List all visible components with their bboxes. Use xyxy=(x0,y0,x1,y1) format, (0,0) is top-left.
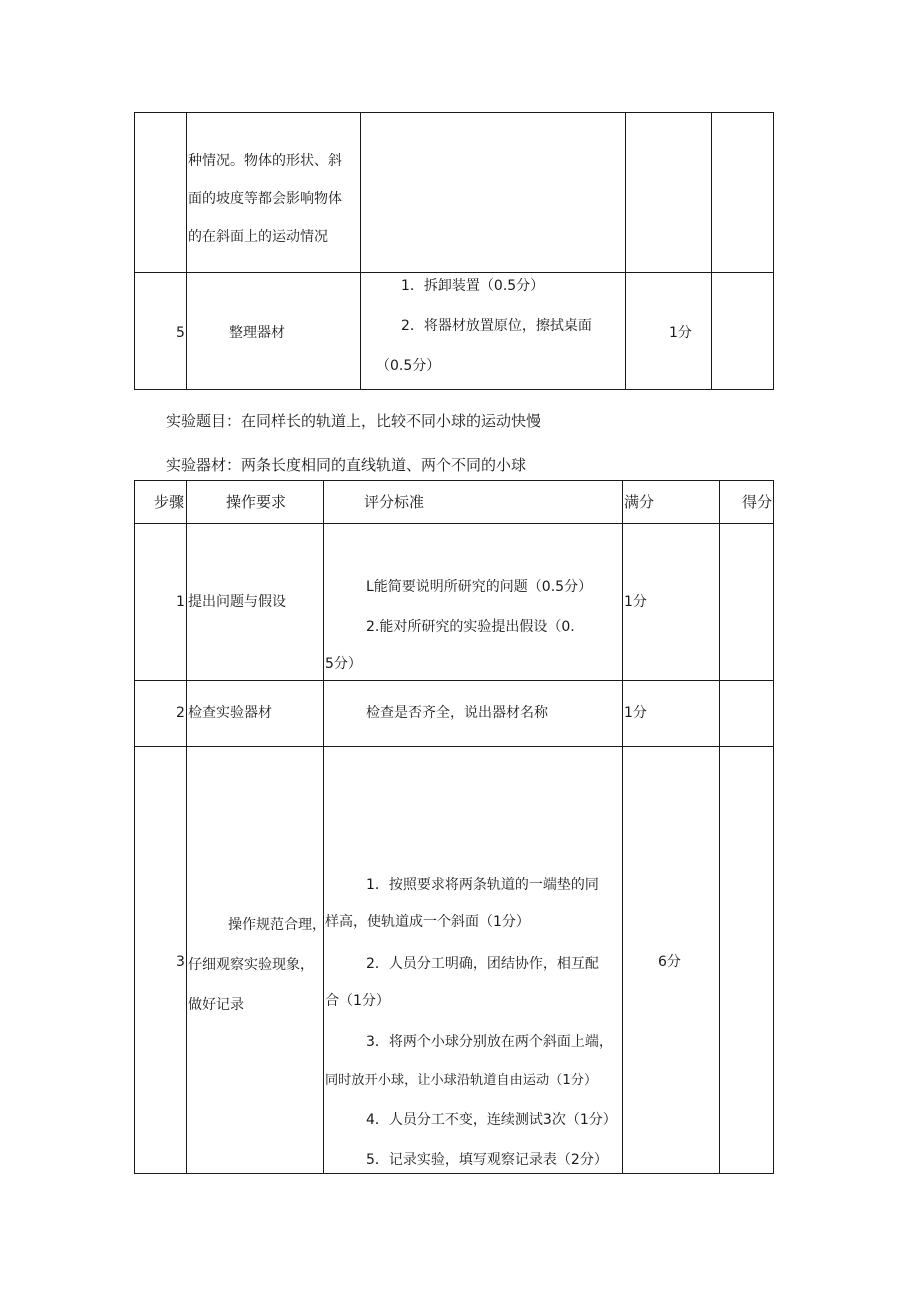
full-score: 1分 xyxy=(624,594,647,610)
criteria-line: 1．拆卸装置（0.5分） xyxy=(401,278,545,294)
header-criteria: 评分标准 xyxy=(364,493,425,511)
criteria-line: （0.5分） xyxy=(376,358,441,374)
criteria-line: 2.能对所研究的实验提出假设（0. xyxy=(366,619,575,635)
criteria-line: 2．人员分工明确，团结协作，相互配 xyxy=(366,956,599,972)
full-score: 1分 xyxy=(669,325,692,341)
criteria-line: 3．将两个小球分别放在两个斜面上端， xyxy=(366,1034,613,1050)
step-number: 1 xyxy=(176,594,185,610)
criteria-line: L能简要说明所研究的问题（0.5分） xyxy=(366,579,593,595)
step-number: 2 xyxy=(176,705,185,721)
criteria-line: 4．人员分工不变，连续测试3次（1分） xyxy=(366,1112,617,1128)
requirement-line: 面的坡度等都会影响物体 xyxy=(188,191,342,207)
criteria-line: 样高，使轨道成一个斜面（1分） xyxy=(325,914,530,930)
requirement-line: 操作规范合理， xyxy=(228,917,326,933)
requirement-line: 的在斜面上的运动情况 xyxy=(188,229,328,245)
header-score: 得分 xyxy=(742,493,773,511)
header-step: 步骤 xyxy=(154,493,185,511)
operation-requirement: 提出问题与假设 xyxy=(188,594,286,610)
operation-requirement: 整理器材 xyxy=(229,325,285,341)
criteria-line: 5分） xyxy=(325,656,362,672)
requirement-line: 做好记录 xyxy=(188,997,244,1013)
criteria-text: 检查是否齐全，说出器材名称 xyxy=(366,705,548,721)
header-full-score: 满分 xyxy=(624,493,655,511)
requirement-line: 种情况。物体的形状、斜 xyxy=(188,153,342,169)
experiment-materials: 实验器材：两条长度相同的直线轨道、两个不同的小球 xyxy=(166,456,527,474)
criteria-line: 5．记录实验，填写观察记录表（2分） xyxy=(366,1152,608,1168)
experiment-title: 实验题目：在同样长的轨道上，比较不同小球的运动快慢 xyxy=(166,412,542,430)
full-score: 6分 xyxy=(658,954,681,970)
criteria-line: 2．将器材放置原位，擦拭桌面 xyxy=(401,318,592,334)
step-number: 3 xyxy=(176,954,185,970)
criteria-line: 同时放开小球，让小球沿轨道自由运动（1分） xyxy=(325,1073,598,1088)
step-number: 5 xyxy=(176,325,185,341)
header-requirement: 操作要求 xyxy=(226,493,287,511)
requirement-line: 仔细观察实验现象， xyxy=(188,957,314,973)
criteria-line: 合（1分） xyxy=(325,993,390,1009)
criteria-line: 1．按照要求将两条轨道的一端垫的同 xyxy=(366,877,599,893)
operation-requirement: 检查实验器材 xyxy=(188,705,272,721)
full-score: 1分 xyxy=(624,705,647,721)
